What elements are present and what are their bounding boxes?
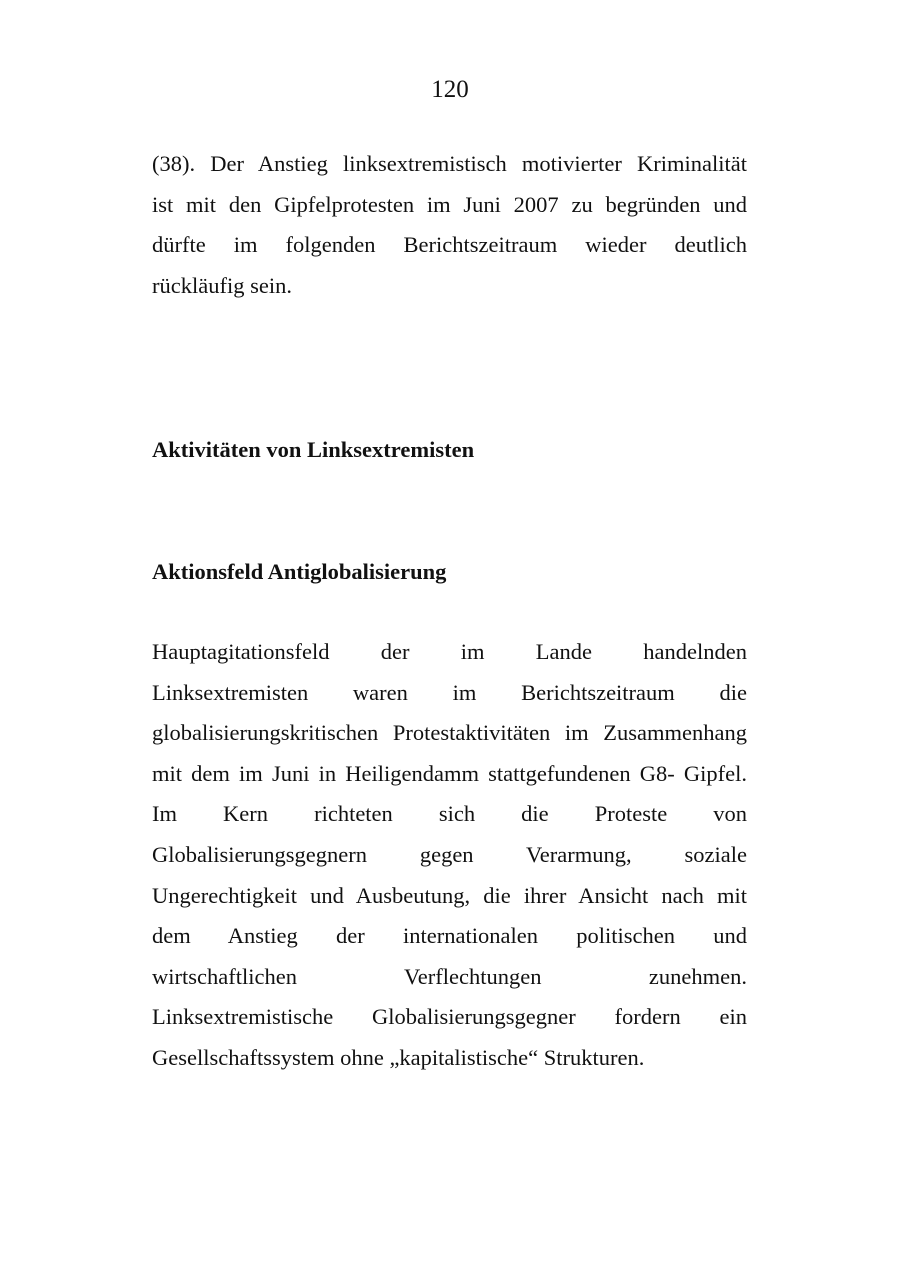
text-line: wirtschaftlichen Verflechtungen zunehmen.	[152, 963, 747, 989]
text-line: dürfte im folgenden Berichtszeitraum wieder deutlich	[152, 232, 747, 258]
text-line: Globalisierungsgegnern gegen Verarmung, soziale	[152, 841, 747, 867]
paragraph-intro	[152, 144, 747, 306]
paragraph-main	[152, 632, 747, 1079]
text-line: ist mit den Gipfelprotesten im Juni 2007 zu begründen und	[152, 191, 747, 217]
section-heading: Aktivitäten von Linksextremisten	[152, 437, 475, 462]
text-line: rückläufig sein.	[152, 272, 292, 298]
text-line: Linksextremistische Globalisierungsgegner fordern ein	[152, 1004, 747, 1030]
text-line: dem Anstieg der internationalen politischen und	[152, 923, 747, 949]
text-line: Ungerechtigkeit und Ausbeutung, die ihrer Ansicht nach mit	[152, 882, 747, 908]
subsection-heading: Aktionsfeld Antiglobalisierung	[152, 559, 447, 584]
text-line: (38). Der Anstieg linksextremistisch motivierter Kriminalität	[152, 151, 747, 176]
text-line: Hauptagitationsfeld der im Lande handelnden	[152, 639, 747, 664]
text-line: Gesellschaftssystem ohne „kapitalistische“ Strukturen.	[152, 1044, 645, 1070]
page-number: 120	[431, 76, 469, 103]
text-line: Linksextremisten waren im Berichtszeitraum die	[152, 679, 747, 705]
text-line: mit dem im Juni in Heiligendamm stattgefundenen G8- Gipfel.	[152, 760, 747, 786]
text-line: globalisierungskritischen Protestaktivitäten im Zusammenhang	[152, 720, 747, 746]
text-line: Im Kern richteten sich die Proteste von	[152, 801, 747, 827]
